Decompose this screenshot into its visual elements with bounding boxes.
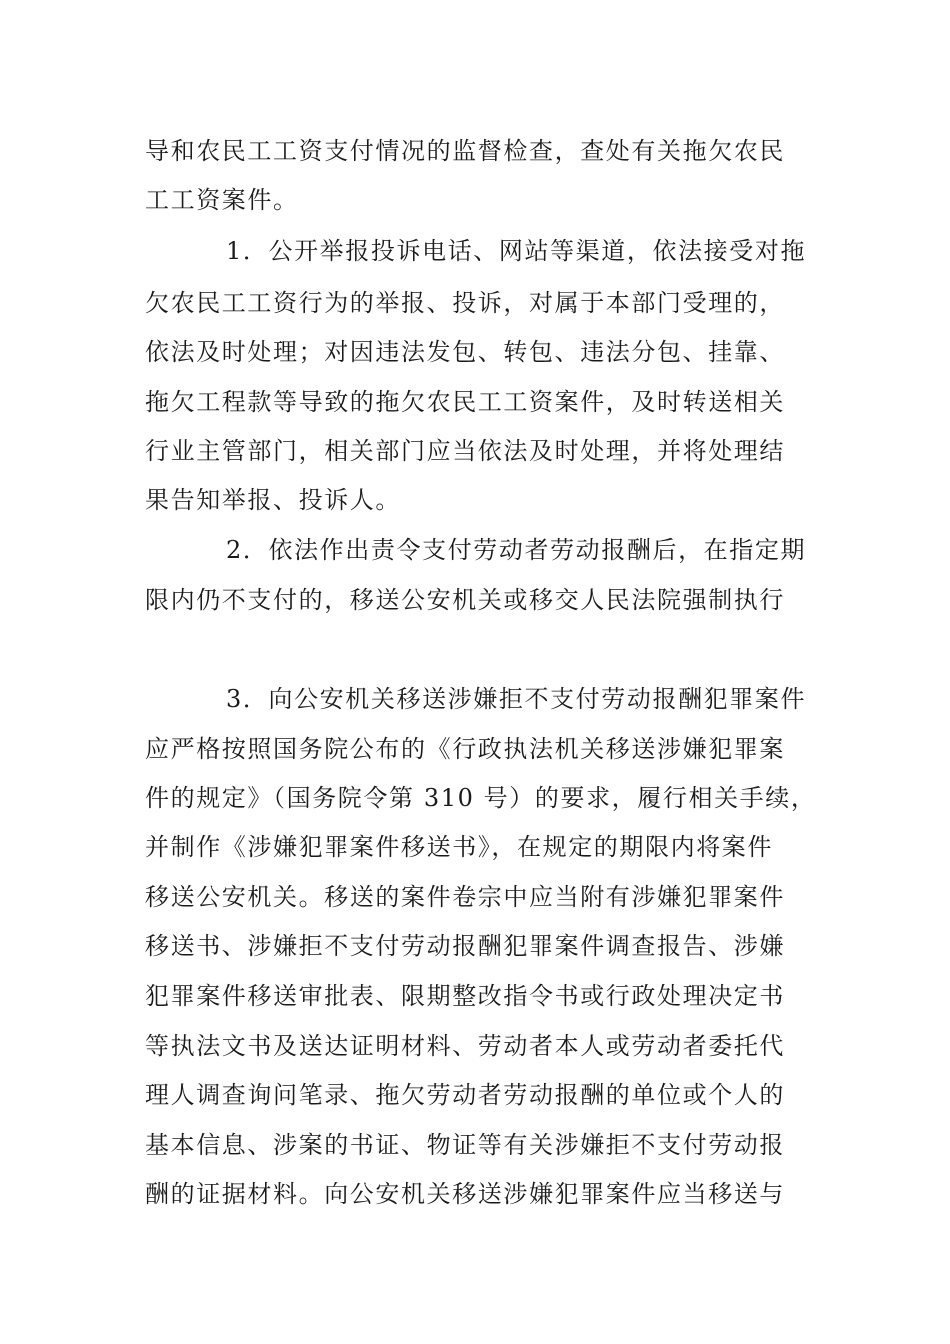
text-line: 果告知举报、投诉人。: [145, 486, 401, 514]
text-line: 工工资案件。: [145, 186, 299, 214]
text-line: 欠农民工工资行为的举报、投诉，对属于本部门受理的，: [145, 289, 785, 317]
paragraph-1-first-line: 1．公开举报投诉电话、网站等渠道，依法接受对拖: [226, 237, 807, 265]
text-line: 并制作《涉嫌犯罪案件移送书》，在规定的期限内将案件: [145, 833, 773, 861]
text-line: 行业主管部门，相关部门应当依法及时处理，并将处理结: [145, 437, 785, 465]
paragraph-3-first-line: 3．向公安机关移送涉嫌拒不支付劳动报酬犯罪案件: [226, 685, 807, 713]
text-line: 应严格按照国务院公布的《行政执法机关移送涉嫌犯罪案: [145, 735, 785, 763]
text-line: 移送书、涉嫌拒不支付劳动报酬犯罪案件调查报告、涉嫌: [145, 932, 785, 960]
text-line: 犯罪案件移送审批表、限期整改指令书或行政处理决定书: [145, 982, 785, 1010]
text-line: 等执法文书及送达证明材料、劳动者本人或劳动者委托代: [145, 1032, 785, 1060]
text-line: 移送公安机关。移送的案件卷宗中应当附有涉嫌犯罪案件: [145, 883, 785, 911]
text-line: 酬的证据材料。向公安机关移送涉嫌犯罪案件应当移送与: [145, 1180, 785, 1208]
text-line: 限内仍不支付的，移送公安机关或移交人民法院强制执行: [145, 586, 785, 614]
text-line: 导和农民工工资支付情况的监督检查，查处有关拖欠农民: [145, 137, 785, 165]
text-line: 基本信息、涉案的书证、物证等有关涉嫌拒不支付劳动报: [145, 1131, 785, 1159]
text-line: 拖欠工程款等导致的拖欠农民工工资案件，及时转送相关: [145, 388, 785, 416]
text-line: 依法及时处理；对因违法发包、转包、违法分包、挂靠、: [145, 338, 785, 366]
text-line: 件的规定》（国务院令第 310 号）的要求，履行相关手续，: [145, 784, 817, 812]
paragraph-2-first-line: 2．依法作出责令支付劳动者劳动报酬后，在指定期: [226, 536, 807, 564]
text-line: 理人调查询问笔录、拖欠劳动者劳动报酬的单位或个人的: [145, 1081, 785, 1109]
